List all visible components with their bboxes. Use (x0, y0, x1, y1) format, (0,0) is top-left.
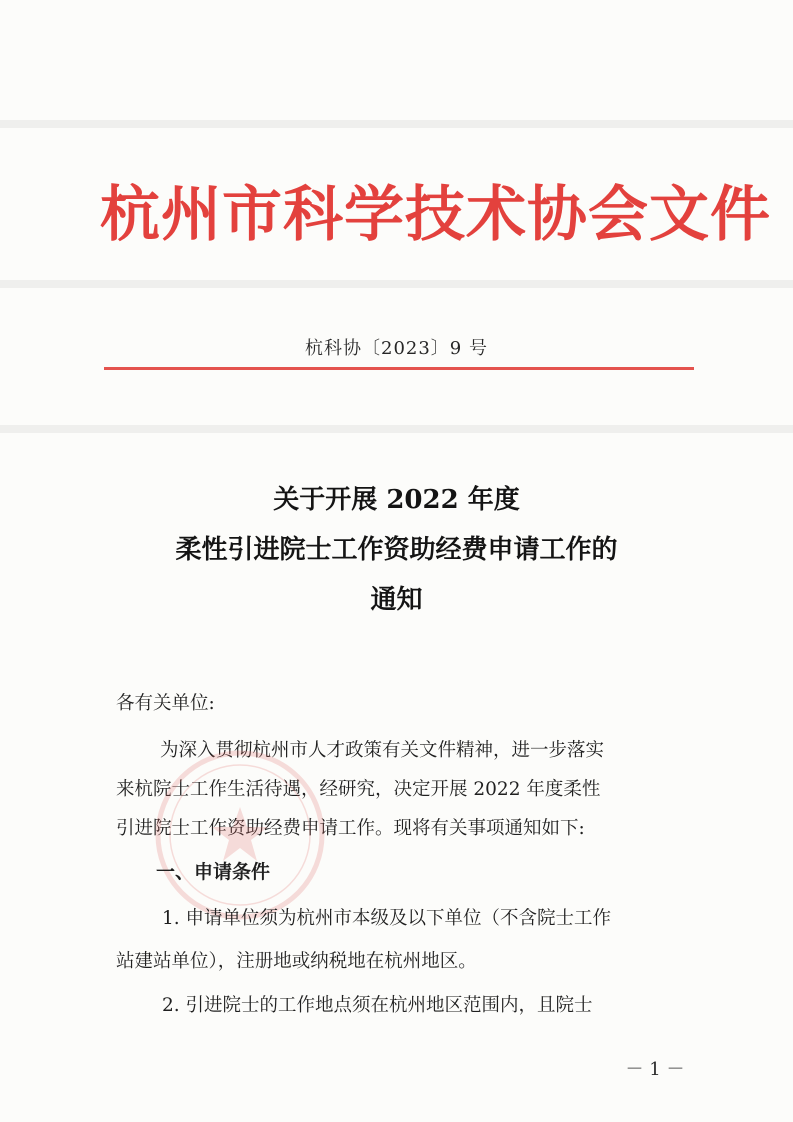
condition-line-2: 站建站单位），注册地或纳税地在杭州地区。 (116, 951, 477, 972)
notice-title-line-3: 通知 (370, 585, 423, 615)
section-heading-conditions: 一、申请条件 (156, 861, 271, 883)
official-seal-stamp (150, 745, 330, 925)
page-number: － 1 － (625, 1059, 685, 1080)
bleed-through-band (0, 120, 793, 128)
condition-line-1: 1. 申请单位须为杭州市本级及以下单位（不含院士工作 (162, 908, 612, 929)
body-line-2: 来杭院士工作生活待遇，经研究，决定开展 2022 年度柔性 (116, 779, 601, 800)
masthead-title: 杭州市科学技术协会文件 (100, 180, 771, 250)
bleed-through-band (0, 425, 793, 433)
salutation: 各有关单位: (116, 693, 215, 714)
notice-title-line-2: 柔性引进院士工作资助经费申请工作的 (175, 535, 618, 565)
condition-line-3: 2. 引进院士的工作地点须在杭州地区范围内，且院士 (162, 995, 593, 1016)
body-line-3: 引进院士工作资助经费申请工作。现将有关事项通知如下: (116, 818, 585, 839)
notice-title-line-1: 关于开展 2022 年度 (273, 485, 520, 515)
red-divider-rule (104, 367, 694, 370)
document-number: 杭科协〔2023〕9 号 (305, 338, 488, 359)
body-line-1: 为深入贯彻杭州市人才政策有关文件精神，进一步落实 (160, 740, 605, 761)
bleed-through-band (0, 280, 793, 288)
